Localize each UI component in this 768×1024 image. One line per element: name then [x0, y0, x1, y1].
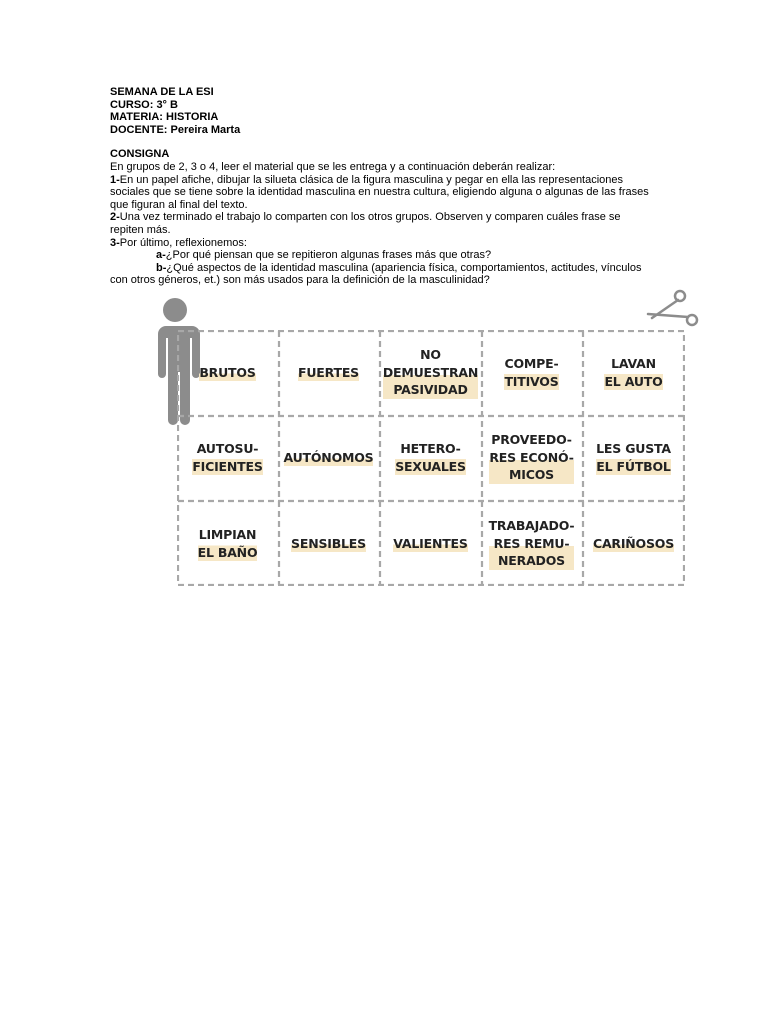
card-trabajadores-remunerados[interactable] — [481, 501, 582, 586]
question-b — [110, 262, 650, 287]
scissors-icon — [644, 288, 702, 332]
card-label: AUTOSU- FICIENTES — [192, 441, 263, 474]
card-label: LIMPIAN EL BAÑO — [197, 527, 258, 560]
card-proveedores-economicos[interactable] — [481, 415, 582, 500]
consigna-title: CONSIGNA — [110, 148, 170, 161]
header-teacher: DOCENTE: Pereira Marta — [110, 123, 241, 136]
step-3-text: Por último, reflexionemos: — [119, 236, 247, 249]
step-1 — [110, 174, 650, 212]
card-competitivos[interactable] — [481, 330, 582, 415]
card-label: SENSIBLES — [291, 535, 366, 551]
card-label: BRUTOS — [199, 364, 256, 380]
step-2-number: 2- — [110, 211, 120, 224]
card-label: LES GUSTA EL FÚTBOL — [596, 441, 671, 474]
header-course: CURSO: 3° B — [110, 98, 178, 111]
card-label: NO DEMUESTRAN PASIVIDAD — [382, 347, 479, 398]
step-1-number: 1- — [110, 173, 120, 186]
card-brutos[interactable] — [177, 330, 278, 415]
card-sensibles[interactable] — [278, 501, 379, 586]
card-lavan-el-auto[interactable] — [583, 330, 684, 415]
card-label: FUERTES — [298, 364, 359, 380]
card-label: HETERO- SEXUALES — [395, 441, 466, 474]
phrase-cards-grid — [177, 330, 685, 586]
card-no-demuestran-pasividad[interactable] — [380, 330, 481, 415]
step-2 — [110, 211, 650, 236]
card-valientes[interactable] — [380, 501, 481, 586]
step-2-text: Una vez terminado el trabajo lo comparten con los otros grupos. Observen y comparen cuáles frase se repiten más. — [110, 211, 621, 236]
header-subject: MATERIA: HISTORIA — [110, 111, 219, 124]
step-1-text: En un papel afiche, dibujar la silueta clásica de la figura masculina y pegar en ella las representaciones sociales que se tiene sobre la identidad masculina en nuestra cultura, eligiendo alguna o algunas de las frases que figuran al final del texto. — [110, 173, 649, 211]
card-autonomos[interactable] — [278, 415, 379, 500]
card-carinosos[interactable] — [583, 501, 684, 586]
card-label: AUTÓNOMOS — [283, 449, 374, 465]
consigna-intro: En grupos de 2, 3 o 4, leer el material que se les entrega y a continuación deberán realizar: — [110, 160, 556, 173]
question-a-label: a- — [156, 249, 166, 262]
header-week: SEMANA DE LA ESI — [110, 86, 214, 98]
card-label: VALIENTES — [393, 535, 468, 551]
card-heterosexuales[interactable] — [380, 415, 481, 500]
step-3 — [110, 237, 650, 250]
card-label: CARIÑOSOS — [592, 535, 675, 551]
question-b-text: ¿Qué aspectos de la identidad masculina (apariencia física, comportamientos, actitudes, vínculos con otros géneros, et.) son más usados para la definición de la masculinidad? — [110, 261, 642, 287]
card-les-gusta-el-futbol[interactable] — [583, 415, 684, 500]
document-body — [110, 86, 650, 287]
step-3-number: 3- — [110, 236, 120, 249]
card-limpian-el-bano[interactable] — [177, 501, 278, 586]
question-a — [110, 249, 650, 262]
card-label: LAVAN EL AUTO — [604, 356, 663, 389]
card-autosuficientes[interactable] — [177, 415, 278, 500]
question-b-label: b- — [156, 261, 167, 274]
card-label: TRABAJADO- RES REMU- NERADOS — [488, 518, 575, 569]
card-label: COMPE- TITIVOS — [504, 356, 559, 389]
question-a-text: ¿Por qué piensan que se repitieron algunas frases más que otras? — [165, 249, 492, 262]
card-fuertes[interactable] — [278, 330, 379, 415]
card-label: PROVEEDO- RES ECONÓ- MICOS — [489, 432, 574, 483]
